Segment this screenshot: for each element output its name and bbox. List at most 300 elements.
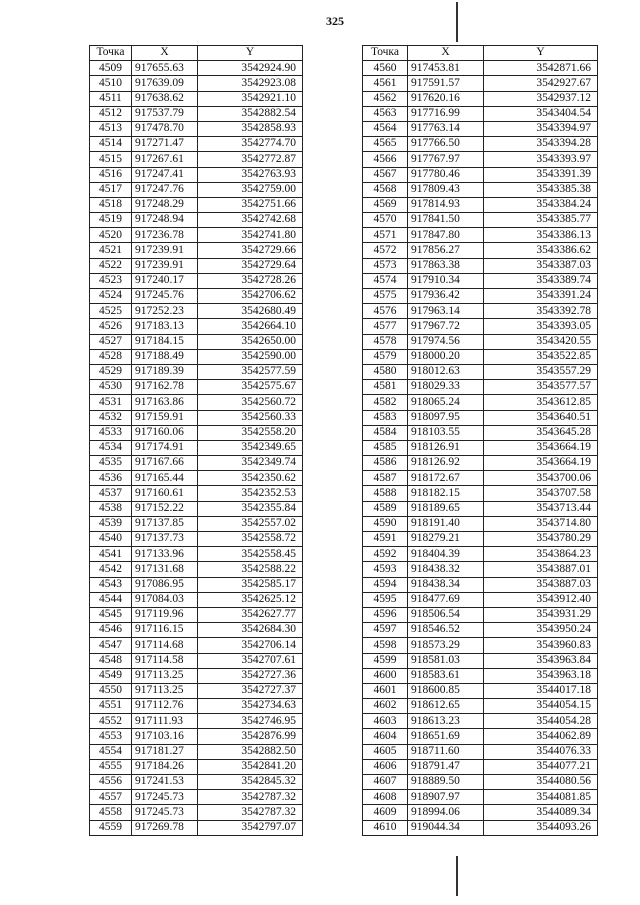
table-row [363,410,598,425]
table-row [363,289,598,304]
table-row [363,562,598,577]
y-coordinate-cell: 3542558.72 [198,532,303,547]
point-number-cell: 4587 [363,471,408,486]
table-row [90,319,303,334]
point-number-cell: 4602 [363,699,408,714]
y-coordinate-cell: 3542787.32 [198,790,303,805]
column-header-y: Y [198,46,303,61]
point-number-cell: 4559 [90,820,132,835]
table-row [90,410,303,425]
y-coordinate-cell: 3543713.44 [484,501,598,516]
table-row [90,91,303,106]
x-coordinate-cell: 917767.97 [408,152,484,167]
table-row [90,106,303,121]
x-coordinate-cell: 917936.42 [408,289,484,304]
point-number-cell: 4574 [363,273,408,288]
y-coordinate-cell: 3542876.99 [198,729,303,744]
point-number-cell: 4545 [90,607,132,622]
point-number-cell: 4566 [363,152,408,167]
table-row [90,440,303,455]
x-coordinate-cell: 917160.61 [132,486,198,501]
point-number-cell: 4605 [363,744,408,759]
y-coordinate-cell: 3543640.51 [484,410,598,425]
x-coordinate-cell: 917269.78 [132,820,198,835]
table-row [90,471,303,486]
x-coordinate-cell: 917591.57 [408,76,484,91]
x-coordinate-cell: 918029.33 [408,380,484,395]
x-coordinate-cell: 917084.03 [132,592,198,607]
table-row [363,744,598,759]
point-number-cell: 4541 [90,547,132,562]
point-number-cell: 4557 [90,790,132,805]
x-coordinate-cell: 917766.50 [408,137,484,152]
point-number-cell: 4509 [90,61,132,76]
x-coordinate-cell: 918583.61 [408,668,484,683]
point-number-cell: 4600 [363,668,408,683]
table-row [90,486,303,501]
y-coordinate-cell: 3543392.78 [484,304,598,319]
x-coordinate-cell: 917188.49 [132,349,198,364]
table-row [363,91,598,106]
point-number-cell: 4580 [363,364,408,379]
x-coordinate-cell: 917165.44 [132,471,198,486]
table-row [90,425,303,440]
table-row [363,714,598,729]
y-coordinate-cell: 3543780.29 [484,532,598,547]
y-coordinate-cell: 3543384.24 [484,197,598,212]
point-number-cell: 4601 [363,683,408,698]
x-coordinate-cell: 917189.39 [132,364,198,379]
point-number-cell: 4579 [363,349,408,364]
table-row [363,547,598,562]
y-coordinate-cell: 3542727.37 [198,683,303,698]
x-coordinate-cell: 918581.03 [408,653,484,668]
y-coordinate-cell: 3543864.23 [484,547,598,562]
x-coordinate-cell: 917113.25 [132,683,198,698]
table-row [90,380,303,395]
x-coordinate-cell: 918126.91 [408,440,484,455]
y-coordinate-cell: 3543404.54 [484,106,598,121]
table-header-row [90,46,303,61]
y-coordinate-cell: 3542924.90 [198,61,303,76]
table-row [90,729,303,744]
y-coordinate-cell: 3543391.24 [484,289,598,304]
point-number-cell: 4552 [90,714,132,729]
point-number-cell: 4514 [90,137,132,152]
y-coordinate-cell: 3542585.17 [198,577,303,592]
table-row [90,197,303,212]
x-coordinate-cell: 917638.62 [132,91,198,106]
y-coordinate-cell: 3542858.93 [198,121,303,136]
point-number-cell: 4606 [363,759,408,774]
table-row [90,623,303,638]
table-row [90,501,303,516]
column-header-x: X [132,46,198,61]
y-coordinate-cell: 3544077.21 [484,759,598,774]
table-row [363,213,598,228]
binding-mark-top [456,2,458,42]
y-coordinate-cell: 3542729.66 [198,243,303,258]
point-number-cell: 4524 [90,289,132,304]
point-number-cell: 4531 [90,395,132,410]
point-number-cell: 4563 [363,106,408,121]
point-number-cell: 4569 [363,197,408,212]
point-number-cell: 4543 [90,577,132,592]
x-coordinate-cell: 917119.96 [132,607,198,622]
x-coordinate-cell: 917537.79 [132,106,198,121]
x-coordinate-cell: 917133.96 [132,547,198,562]
point-number-cell: 4554 [90,744,132,759]
table-row [90,516,303,531]
x-coordinate-cell: 917453.81 [408,61,484,76]
table-row [363,486,598,501]
y-coordinate-cell: 3542751.66 [198,197,303,212]
y-coordinate-cell: 3542684.30 [198,623,303,638]
x-coordinate-cell: 917655.63 [132,61,198,76]
column-header-point: Точка [90,46,132,61]
table-row [363,61,598,76]
y-coordinate-cell: 3542577.59 [198,364,303,379]
y-coordinate-cell: 3543887.03 [484,577,598,592]
table-row [363,759,598,774]
y-coordinate-cell: 3542921.10 [198,91,303,106]
y-coordinate-cell: 3544054.15 [484,699,598,714]
x-coordinate-cell: 917809.43 [408,182,484,197]
x-coordinate-cell: 917160.06 [132,425,198,440]
point-number-cell: 4603 [363,714,408,729]
x-coordinate-cell: 918126.92 [408,456,484,471]
point-number-cell: 4576 [363,304,408,319]
point-number-cell: 4510 [90,76,132,91]
table-row [90,547,303,562]
table-row [363,668,598,683]
x-coordinate-cell: 918477.69 [408,592,484,607]
point-number-cell: 4572 [363,243,408,258]
point-number-cell: 4584 [363,425,408,440]
y-coordinate-cell: 3542560.72 [198,395,303,410]
y-coordinate-cell: 3542741.80 [198,228,303,243]
table-row [363,121,598,136]
table-row [363,395,598,410]
table-row [90,638,303,653]
point-number-cell: 4608 [363,790,408,805]
point-number-cell: 4556 [90,775,132,790]
x-coordinate-cell: 917236.78 [132,228,198,243]
x-coordinate-cell: 918573.29 [408,638,484,653]
x-coordinate-cell: 918189.65 [408,501,484,516]
table-row [90,121,303,136]
table-row [363,501,598,516]
x-coordinate-cell: 917114.58 [132,653,198,668]
x-coordinate-cell: 917112.76 [132,699,198,714]
point-number-cell: 4581 [363,380,408,395]
y-coordinate-cell: 3543887.01 [484,562,598,577]
point-number-cell: 4512 [90,106,132,121]
point-number-cell: 4547 [90,638,132,653]
table-row [363,440,598,455]
x-coordinate-cell: 917763.14 [408,121,484,136]
x-coordinate-cell: 918279.21 [408,532,484,547]
table-row [363,152,598,167]
point-number-cell: 4537 [90,486,132,501]
table-row [90,364,303,379]
x-coordinate-cell: 917240.17 [132,273,198,288]
y-coordinate-cell: 3542871.66 [484,61,598,76]
y-coordinate-cell: 3542787.32 [198,805,303,820]
point-number-cell: 4535 [90,456,132,471]
y-coordinate-cell: 3543931.29 [484,607,598,622]
y-coordinate-cell: 3543393.05 [484,319,598,334]
y-coordinate-cell: 3543391.39 [484,167,598,182]
y-coordinate-cell: 3543389.74 [484,273,598,288]
table-row [363,273,598,288]
point-number-cell: 4593 [363,562,408,577]
x-coordinate-cell: 919044.34 [408,820,484,835]
y-coordinate-cell: 3542772.87 [198,152,303,167]
table-row [90,258,303,273]
point-number-cell: 4597 [363,623,408,638]
table-row [90,243,303,258]
point-number-cell: 4528 [90,349,132,364]
y-coordinate-cell: 3542650.00 [198,334,303,349]
x-coordinate-cell: 917184.26 [132,759,198,774]
point-number-cell: 4607 [363,775,408,790]
point-number-cell: 4610 [363,820,408,835]
x-coordinate-cell: 917252.23 [132,304,198,319]
point-number-cell: 4570 [363,213,408,228]
table-row [363,471,598,486]
table-row [90,653,303,668]
point-number-cell: 4592 [363,547,408,562]
x-coordinate-cell: 918191.40 [408,516,484,531]
table-row [90,61,303,76]
x-coordinate-cell: 917181.27 [132,744,198,759]
x-coordinate-cell: 917245.76 [132,289,198,304]
x-coordinate-cell: 917163.86 [132,395,198,410]
table-row [363,653,598,668]
x-coordinate-cell: 917780.46 [408,167,484,182]
point-number-cell: 4513 [90,121,132,136]
x-coordinate-cell: 918506.54 [408,607,484,622]
x-coordinate-cell: 917116.15 [132,623,198,638]
y-coordinate-cell: 3543912.40 [484,592,598,607]
y-coordinate-cell: 3543963.18 [484,668,598,683]
table-row [90,182,303,197]
column-header-point: Точка [363,46,408,61]
table-row [363,516,598,531]
point-number-cell: 4604 [363,729,408,744]
y-coordinate-cell: 3542841.20 [198,759,303,774]
point-number-cell: 4523 [90,273,132,288]
point-number-cell: 4522 [90,258,132,273]
y-coordinate-cell: 3543714.80 [484,516,598,531]
point-number-cell: 4573 [363,258,408,273]
x-coordinate-cell: 917184.15 [132,334,198,349]
x-coordinate-cell: 917620.16 [408,91,484,106]
table-row [363,577,598,592]
point-number-cell: 4515 [90,152,132,167]
point-number-cell: 4519 [90,213,132,228]
table-row [363,805,598,820]
point-number-cell: 4567 [363,167,408,182]
x-coordinate-cell: 917103.16 [132,729,198,744]
y-coordinate-cell: 3542590.00 [198,349,303,364]
x-coordinate-cell: 917271.47 [132,137,198,152]
y-coordinate-cell: 3542882.54 [198,106,303,121]
point-number-cell: 4595 [363,592,408,607]
point-number-cell: 4530 [90,380,132,395]
x-coordinate-cell: 917910.34 [408,273,484,288]
point-number-cell: 4526 [90,319,132,334]
x-coordinate-cell: 918711.60 [408,744,484,759]
table-row [363,820,598,835]
x-coordinate-cell: 918065.24 [408,395,484,410]
y-coordinate-cell: 3543387.03 [484,258,598,273]
y-coordinate-cell: 3542727.36 [198,668,303,683]
x-coordinate-cell: 918438.32 [408,562,484,577]
table-row [363,638,598,653]
table-row [363,790,598,805]
point-number-cell: 4582 [363,395,408,410]
table-row [90,577,303,592]
y-coordinate-cell: 3543664.19 [484,440,598,455]
y-coordinate-cell: 3542349.65 [198,440,303,455]
point-number-cell: 4594 [363,577,408,592]
x-coordinate-cell: 918546.52 [408,623,484,638]
y-coordinate-cell: 3543386.13 [484,228,598,243]
x-coordinate-cell: 917239.91 [132,258,198,273]
point-number-cell: 4544 [90,592,132,607]
x-coordinate-cell: 917137.73 [132,532,198,547]
y-coordinate-cell: 3543612.85 [484,395,598,410]
point-number-cell: 4521 [90,243,132,258]
y-coordinate-cell: 3543394.97 [484,121,598,136]
point-number-cell: 4534 [90,440,132,455]
y-coordinate-cell: 3542734.63 [198,699,303,714]
table-row [363,167,598,182]
y-coordinate-cell: 3543420.55 [484,334,598,349]
binding-mark-bottom [456,856,458,896]
table-row [363,380,598,395]
y-coordinate-cell: 3543557.29 [484,364,598,379]
x-coordinate-cell: 917183.13 [132,319,198,334]
y-coordinate-cell: 3542627.77 [198,607,303,622]
table-row [90,668,303,683]
table-row [363,729,598,744]
y-coordinate-cell: 3543385.38 [484,182,598,197]
table-row [90,334,303,349]
y-coordinate-cell: 3544080.56 [484,775,598,790]
x-coordinate-cell: 917162.78 [132,380,198,395]
point-number-cell: 4598 [363,638,408,653]
y-coordinate-cell: 3544089.34 [484,805,598,820]
table-row [363,364,598,379]
x-coordinate-cell: 917114.68 [132,638,198,653]
table-row [90,304,303,319]
point-number-cell: 4583 [363,410,408,425]
table-row [363,456,598,471]
x-coordinate-cell: 917245.73 [132,790,198,805]
table-row [363,775,598,790]
y-coordinate-cell: 3544093.26 [484,820,598,835]
x-coordinate-cell: 917241.53 [132,775,198,790]
point-number-cell: 4548 [90,653,132,668]
table-row [363,623,598,638]
table-row [90,152,303,167]
y-coordinate-cell: 3543645.28 [484,425,598,440]
page-number: 325 [326,14,344,28]
y-coordinate-cell: 3542706.62 [198,289,303,304]
y-coordinate-cell: 3542588.22 [198,562,303,577]
point-number-cell: 4539 [90,516,132,531]
table-row [90,790,303,805]
x-coordinate-cell: 918012.63 [408,364,484,379]
point-number-cell: 4529 [90,364,132,379]
x-coordinate-cell: 917814.93 [408,197,484,212]
x-coordinate-cell: 918172.67 [408,471,484,486]
table-row [90,683,303,698]
x-coordinate-cell: 917174.91 [132,440,198,455]
table-row [363,228,598,243]
x-coordinate-cell: 918651.69 [408,729,484,744]
table-row [363,137,598,152]
point-number-cell: 4542 [90,562,132,577]
table-row [90,273,303,288]
x-coordinate-cell: 918791.47 [408,759,484,774]
x-coordinate-cell: 918097.95 [408,410,484,425]
table-row [363,349,598,364]
point-number-cell: 4564 [363,121,408,136]
y-coordinate-cell: 3543700.06 [484,471,598,486]
y-coordinate-cell: 3542350.62 [198,471,303,486]
table-row [363,197,598,212]
table-row [363,76,598,91]
x-coordinate-cell: 917247.41 [132,167,198,182]
y-coordinate-cell: 3542706.14 [198,638,303,653]
table-row [363,607,598,622]
table-row [90,775,303,790]
x-coordinate-cell: 917967.72 [408,319,484,334]
table-row [363,425,598,440]
table-row [363,243,598,258]
column-header-x: X [408,46,484,61]
table-row [363,699,598,714]
y-coordinate-cell: 3544081.85 [484,790,598,805]
point-number-cell: 4591 [363,532,408,547]
coordinates-table-right [362,45,598,836]
point-number-cell: 4561 [363,76,408,91]
y-coordinate-cell: 3543385.77 [484,213,598,228]
y-coordinate-cell: 3542558.20 [198,425,303,440]
x-coordinate-cell: 917248.94 [132,213,198,228]
table-row [90,137,303,152]
point-number-cell: 4596 [363,607,408,622]
x-coordinate-cell: 917639.09 [132,76,198,91]
x-coordinate-cell: 917131.68 [132,562,198,577]
point-number-cell: 4538 [90,501,132,516]
table-row [90,562,303,577]
table-row [90,744,303,759]
x-coordinate-cell: 918182.15 [408,486,484,501]
x-coordinate-cell: 918907.97 [408,790,484,805]
y-coordinate-cell: 3542937.12 [484,91,598,106]
x-coordinate-cell: 917863.38 [408,258,484,273]
column-header-y: Y [484,46,598,61]
y-coordinate-cell: 3542625.12 [198,592,303,607]
x-coordinate-cell: 917159.91 [132,410,198,425]
point-number-cell: 4527 [90,334,132,349]
point-number-cell: 4532 [90,410,132,425]
